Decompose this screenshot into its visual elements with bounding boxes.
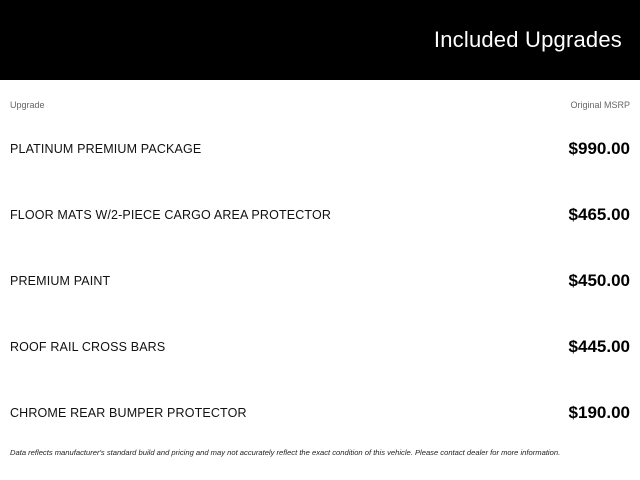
upgrade-price: $990.00 bbox=[568, 139, 630, 158]
upgrades-content bbox=[0, 80, 640, 480]
upgrade-price: $465.00 bbox=[568, 205, 630, 224]
column-header-msrp: Original MSRP bbox=[570, 100, 630, 110]
upgrade-name: ROOF RAIL CROSS BARS bbox=[10, 340, 166, 354]
upgrade-price: $190.00 bbox=[568, 403, 630, 422]
upgrade-price: $445.00 bbox=[568, 337, 630, 356]
upgrades-table bbox=[10, 116, 630, 446]
table-row bbox=[10, 116, 630, 182]
page-title: Included Upgrades bbox=[433, 27, 622, 52]
upgrade-name: CHROME REAR BUMPER PROTECTOR bbox=[10, 406, 247, 420]
disclaimer-text: Data reflects manufacturer's standard build and pricing and may not accurately reflect the exact condition of this vehicle. Please contact dealer for more information. bbox=[10, 448, 561, 457]
table-row bbox=[10, 380, 630, 446]
table-row bbox=[10, 314, 630, 380]
upgrade-name: FLOOR MATS W/2-PIECE CARGO AREA PROTECTOR bbox=[10, 208, 332, 222]
upgrade-name: PLATINUM PREMIUM PACKAGE bbox=[10, 142, 202, 156]
table-row bbox=[10, 182, 630, 248]
table-row bbox=[10, 248, 630, 314]
upgrade-name: PREMIUM PAINT bbox=[10, 274, 111, 288]
page-header bbox=[0, 0, 640, 80]
table-column-headers bbox=[10, 80, 630, 116]
column-header-upgrade: Upgrade bbox=[10, 100, 45, 110]
upgrade-price: $450.00 bbox=[568, 271, 630, 290]
